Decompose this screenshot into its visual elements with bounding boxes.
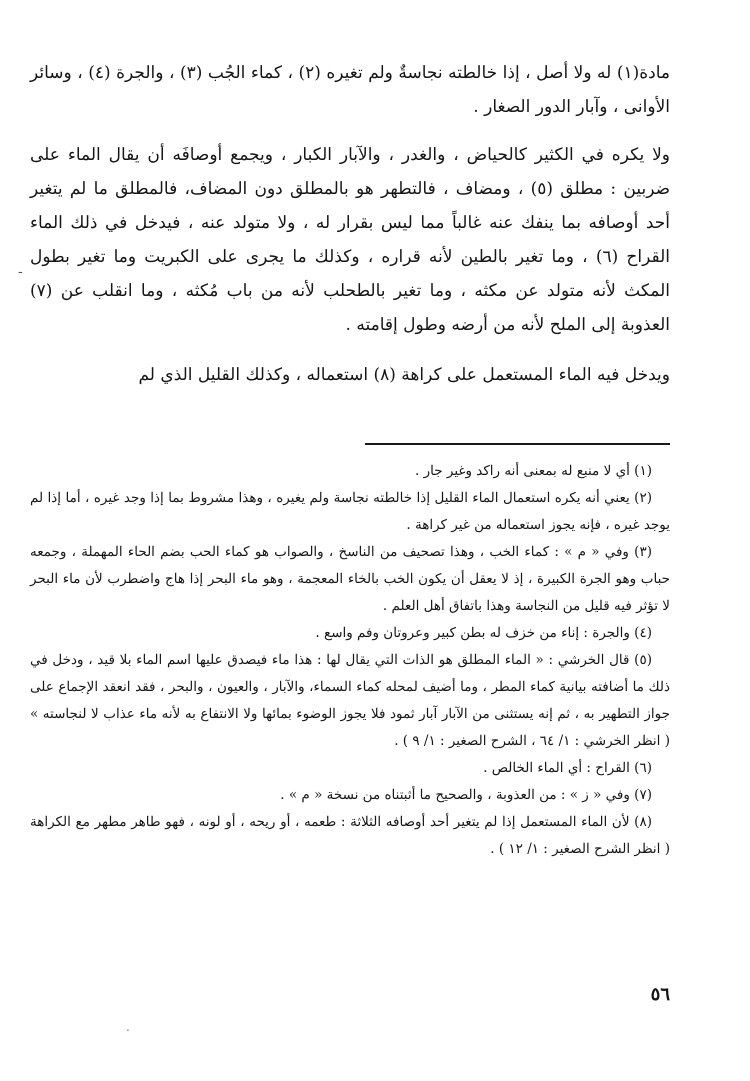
main-paragraph: مادة(١) له ولا أصل ، إذا خالطته نجاسةٌ ولم تغيره (٢) ، كماء الجُب (٣) ، والجرة (٤) ، وسائر الأوانى ، وآبار الدور الصغار . <box>30 63 671 117</box>
main-paragraph: ولا يكره في الكثير كالحياض ، والغدر ، والآبار الكبار ، ويجمع أوصافَه أن يقال الماء على ضربين : مطلق (٥) ، ومضاف ، فالتطهر هو بالمطلق دون المضاف، فالمطلق ما لم يتغير أحد أوصافه بما ينفك عنه غالباً مما ليس بقرار له ، ولا متولد عنه ، فيدخل في ذلك الماء القراح (٦) ، وما تغير بالطين لأنه قراره ، وكذلك ما يجرى على الكبريت وما تغير بطول المكث لأنه متولد عن مكثه ، وما تغير بالطحلب لأنه من باب مُكثه ، وما انقلب عن (٧) العذوبة إلى الملح لأنه من أرضه وطول إقامته . <box>30 145 671 335</box>
document-page <box>30 0 670 1081</box>
footnotes <box>30 458 670 863</box>
bottom-mark: . <box>126 1020 130 1034</box>
footnote: (٢) يعني أنه يكره استعمال الماء القليل إذا خالطته نجاسة ولم يغيره ، وهذا مشروط بما إذا وجد غيره ، أما إذا لم يوجد غيره ، فإنه يجوز استعماله من غير كراهة . <box>30 490 670 533</box>
footnote: (٧) وفي « ز » : من العذوبة ، والصحيح ما أثبتناه من نسخة « م » . <box>280 787 652 803</box>
footnote: (١) أي لا منبع له بمعنى أنه راكد وغير جار . <box>415 463 652 479</box>
main-text <box>30 56 670 408</box>
main-paragraph: ويدخل فيه الماء المستعمل على كراهة (٨) استعماله ، وكذلك القليل الذي لم <box>138 365 670 385</box>
margin-mark: - <box>18 264 23 280</box>
footnote-separator <box>365 443 670 445</box>
footnote: (٥) قال الخرشي : « الماء المطلق هو الذات التي يقال لها : هذا ماء فيصدق عليها اسم الماء بلا قيد ، ودخل في ذلك ما أضافته بيانية كماء المطر ، وما أضيف لمحله كماء السماء، والآبار ، والعيون ، والبحر ، فقد انعقد الإجماع على جواز التطهير به ، ثم إنه يستثنى من الآبار آبار ثمود فلا يجوز الوضوء بمائها ولا الانتفاع به لأنه ماء عذاب لا لنجاسته » ( انظر الخرشي : ١/ ٦٤ ، الشرح الصغير : ١/ ٩ ) . <box>30 652 670 749</box>
page-number: ٥٦ <box>650 984 670 1005</box>
footnote: (٦) القراح : أي الماء الخالص . <box>483 760 652 776</box>
footnote: (٨) لأن الماء المستعمل إذا لم يتغير أحد أوصافه الثلاثة : طعمه ، أو ريحه ، أو لونه ، فهو طاهر مطهر مع الكراهة ( انظر الشرح الصغير : ١/ ١٢ ) . <box>30 814 670 857</box>
footnote: (٣) وفي « م » : كماء الخب ، وهذا تصحيف من الناسخ ، والصواب هو كماء الحب بضم الحاء المهملة ، وجمعه حباب وهو الجرة الكبيرة ، إذ لا يعقل أن يكون الخب بالخاء المعجمة ، وهو ماء البحر إذا هاج واضطرب لأن ماء البحر لا تؤثر فيه قليل من النجاسة وهذا باتفاق أهل العلم . <box>30 544 670 614</box>
footnote: (٤) والجرة : إناء من خزف له بطن كبير وعروتان وفم واسع . <box>315 625 652 641</box>
